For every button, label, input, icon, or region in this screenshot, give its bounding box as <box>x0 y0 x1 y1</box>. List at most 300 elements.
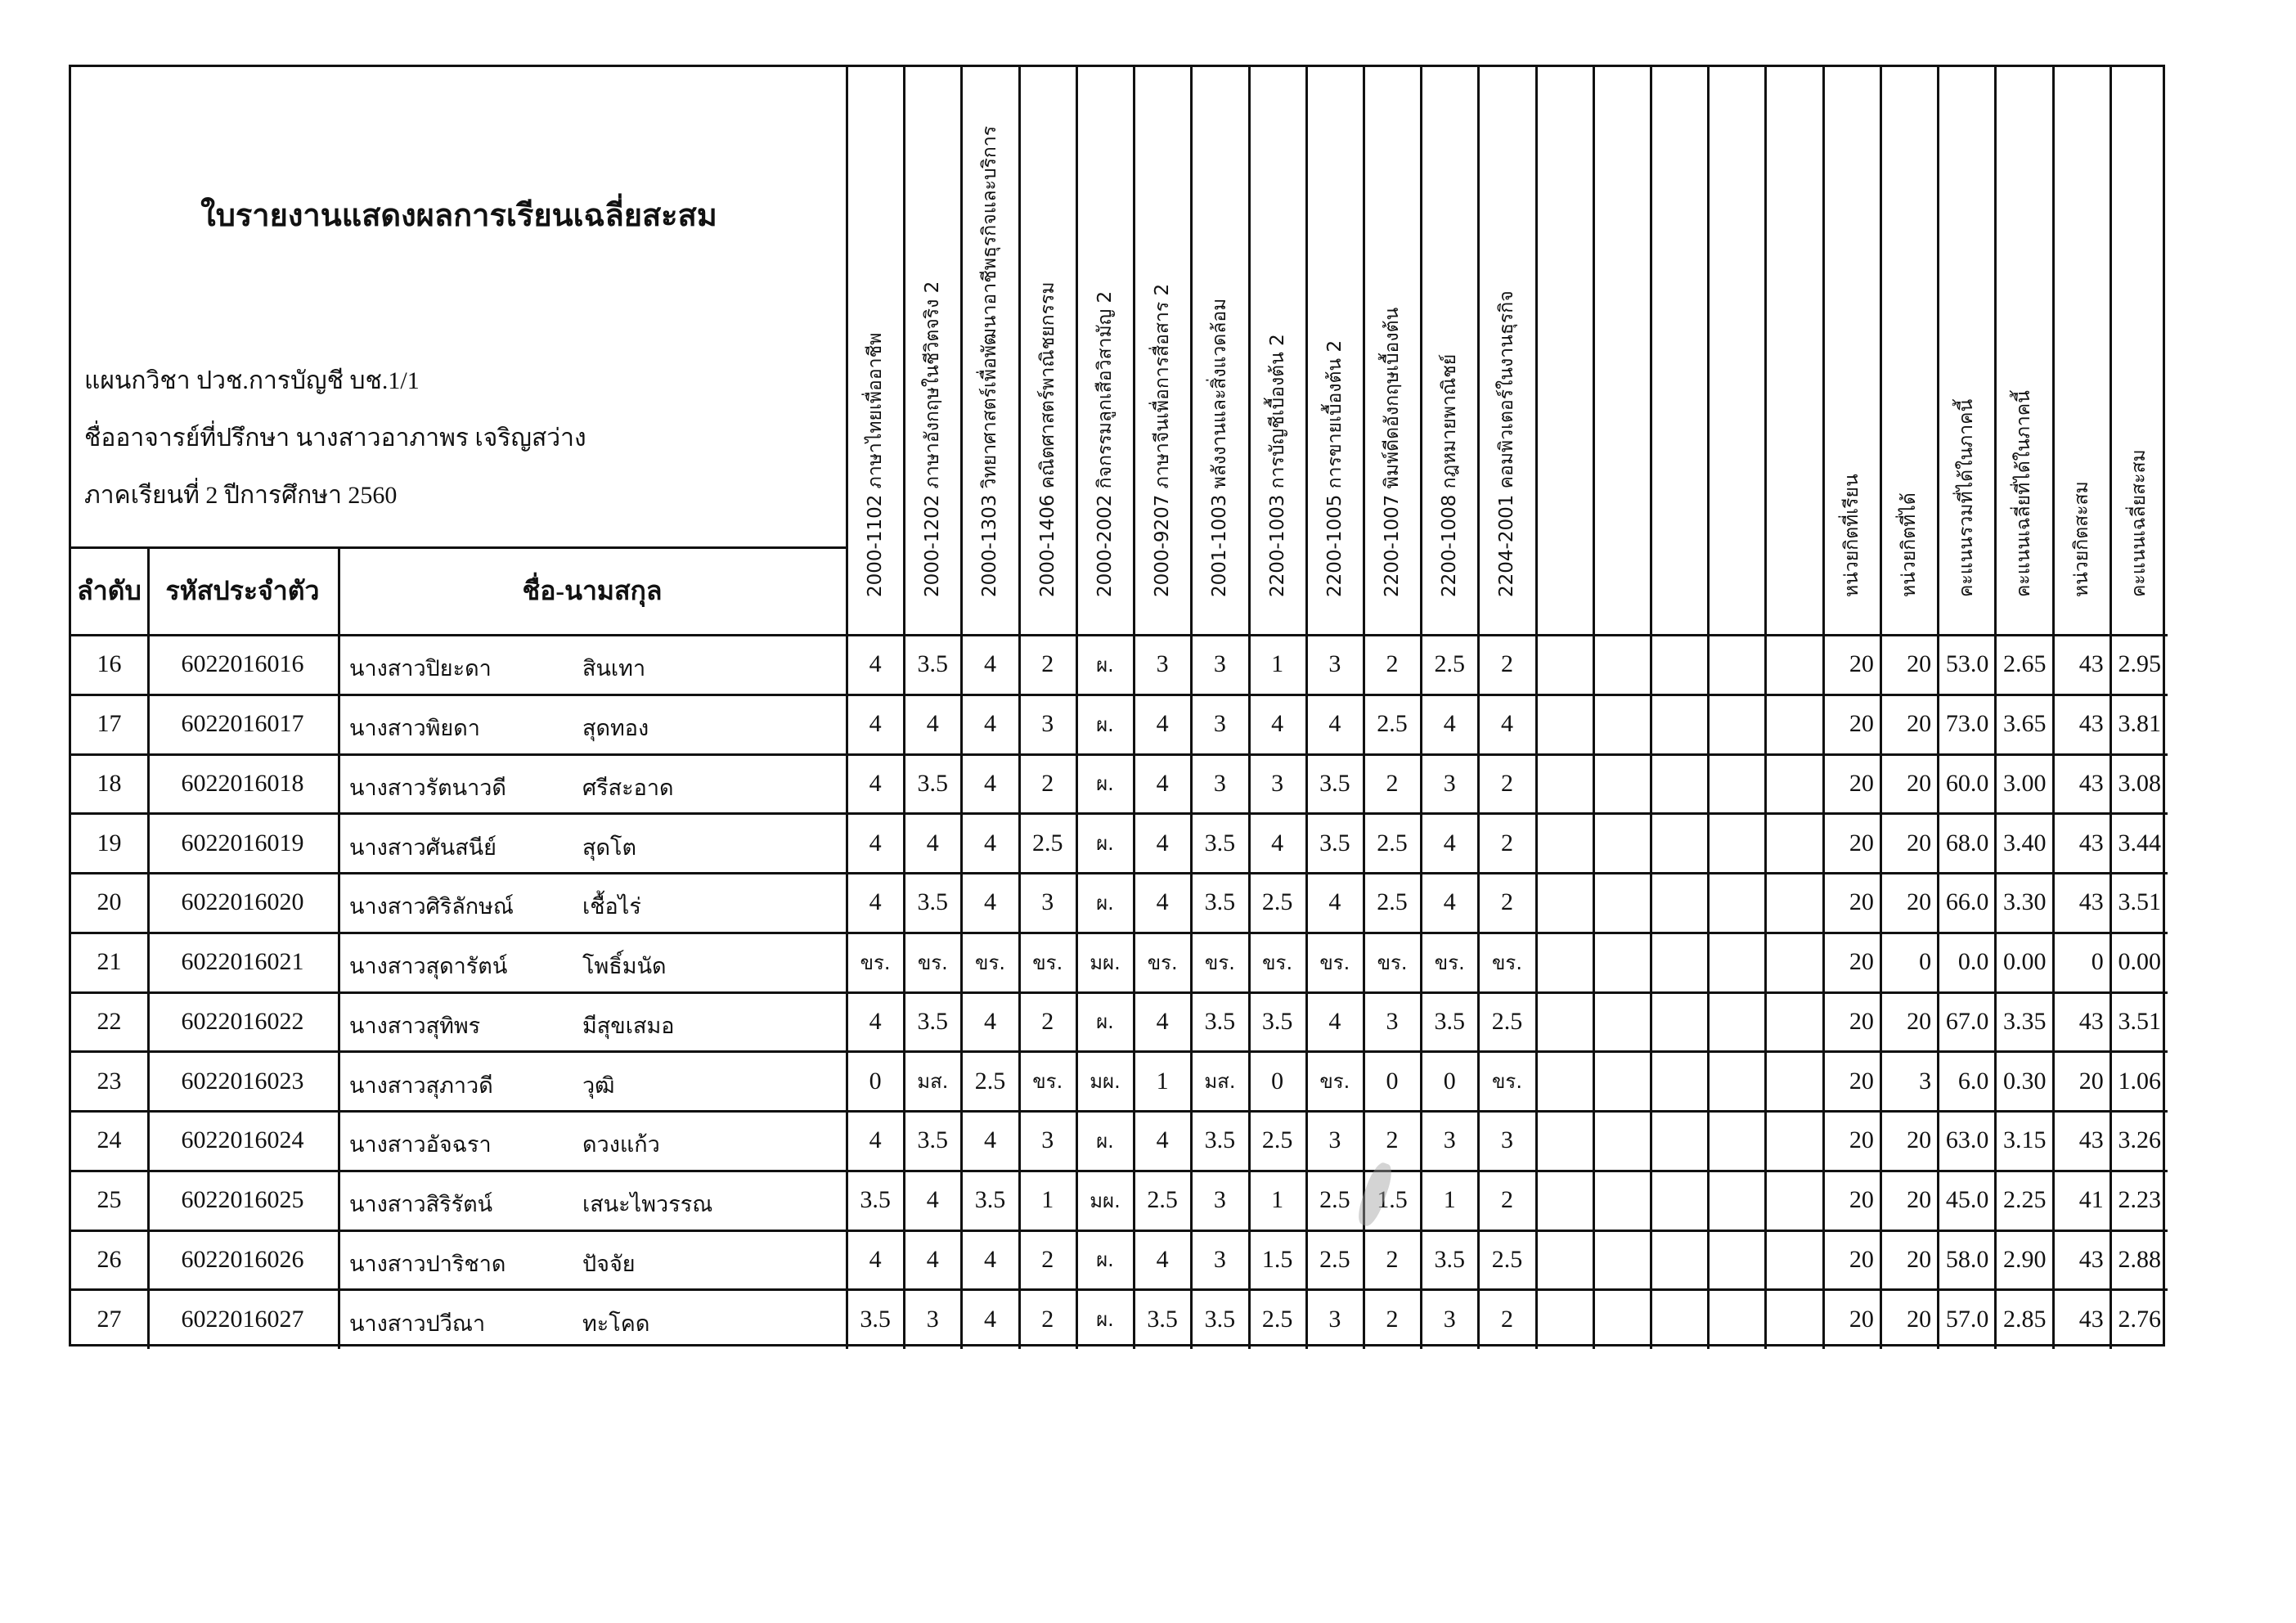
grade-cell <box>1536 1111 1593 1171</box>
grade-cell: 2.5 <box>1319 1245 1350 1273</box>
grade-cell <box>1765 754 1822 814</box>
grade-cell <box>1651 1111 1708 1171</box>
grade-cell: 0 <box>869 1067 882 1095</box>
grade-cell <box>1536 1230 1593 1290</box>
grade-cell: ผ. <box>1096 713 1114 736</box>
summary-cell: 2.88 <box>2118 1245 2161 1273</box>
grade-cell <box>1536 635 1593 695</box>
row-name <box>338 754 847 814</box>
grade-cell: ขร. <box>1204 951 1235 974</box>
summary-cell: 20 <box>1849 829 1874 856</box>
grade-cell <box>1536 1171 1593 1230</box>
grade-cell: 4 <box>984 650 997 678</box>
grade-cell: 3 <box>1156 650 1169 678</box>
grade-cell: 3 <box>1328 1126 1341 1154</box>
grade-cell <box>1593 1111 1651 1171</box>
grade-cell: 4 <box>926 1245 939 1273</box>
grade-cell: 4 <box>1156 1007 1169 1035</box>
grade-cell: 3.5 <box>974 1186 1006 1214</box>
column-header-label: 2200-1007 พิมพ์ดีดอังกฤษเบื้องต้น <box>1381 307 1403 597</box>
grade-cell: 3.5 <box>1204 829 1236 856</box>
grade-cell: 4 <box>869 1007 882 1035</box>
grade-cell <box>1651 635 1708 695</box>
column-header-label: คะแนนเฉลี่ยสะสม <box>2128 449 2150 597</box>
grade-cell: ขร. <box>1147 951 1178 974</box>
summary-cell: 2.65 <box>2003 650 2047 678</box>
column-header-label: คะแนนเฉลี่ยที่ได้ในภาคนี้ <box>2013 390 2035 597</box>
grade-cell: 4 <box>1328 888 1341 916</box>
grade-cell: 3 <box>1213 769 1226 797</box>
grade-cell <box>1708 1051 1765 1111</box>
grade-cell <box>1708 992 1765 1052</box>
grade-cell: 3 <box>1271 769 1284 797</box>
grade-cell <box>1708 1289 1765 1349</box>
grade-cell: 2.5 <box>1031 829 1063 856</box>
summary-cell: 20 <box>1849 1245 1874 1273</box>
summary-cell: 20 <box>1849 888 1874 916</box>
grade-cell <box>1536 933 1593 992</box>
grade-cell <box>1536 1289 1593 1349</box>
column-header-label: หน่วยกิตที่เรียน <box>1840 474 1862 597</box>
grade-cell: 3.5 <box>1319 769 1350 797</box>
grade-cell: 4 <box>1500 710 1513 738</box>
summary-cell: 3.44 <box>2118 829 2161 856</box>
grade-cell: ขร. <box>1319 1070 1350 1094</box>
summary-cell: 20 <box>1907 769 1932 797</box>
grade-cell: 4 <box>926 829 939 856</box>
grade-cell: 4 <box>1156 1126 1169 1154</box>
summary-cell: 57.0 <box>1945 1305 1989 1333</box>
summary-cell: 3.00 <box>2003 769 2047 797</box>
last-name: สินเทา <box>582 656 646 682</box>
grade-cell: มส. <box>1204 1070 1236 1094</box>
grade-cell: มผ. <box>1090 1189 1121 1212</box>
term-line: ภาคเรียนที่ 2 ปีการศึกษา 2560 <box>84 482 398 509</box>
grade-cell <box>1536 873 1593 933</box>
row-order: 18 <box>97 769 122 797</box>
grade-cell: 3.5 <box>1261 1007 1293 1035</box>
row-order: 25 <box>97 1186 122 1214</box>
grade-cell: ขร. <box>1032 951 1063 974</box>
grade-cell <box>1708 635 1765 695</box>
summary-cell: 73.0 <box>1945 710 1989 738</box>
grade-cell <box>1708 813 1765 873</box>
grade-cell: 3 <box>1041 1126 1054 1154</box>
summary-cell: 3.65 <box>2003 710 2047 738</box>
grade-cell: 3.5 <box>1147 1305 1178 1333</box>
summary-cell: 3.51 <box>2118 888 2161 916</box>
row-student-id: 6022016018 <box>181 769 304 797</box>
grade-cell: 2 <box>1041 1305 1054 1333</box>
grade-cell <box>1765 635 1822 695</box>
grade-cell: 3.5 <box>1434 1007 1466 1035</box>
grade-cell: 3 <box>1443 1305 1456 1333</box>
grade-cell: 4 <box>984 829 997 856</box>
summary-cell: 3.08 <box>2118 769 2161 797</box>
grade-cell: 0 <box>1271 1067 1284 1095</box>
summary-cell: 3.40 <box>2003 829 2047 856</box>
grade-cell <box>1765 1171 1822 1230</box>
row-order: 23 <box>97 1067 122 1095</box>
grade-cell: 2.5 <box>1319 1186 1350 1214</box>
grade-cell: 2.5 <box>1261 1305 1293 1333</box>
subject-header <box>961 67 1018 635</box>
grade-cell: 3 <box>1213 1245 1226 1273</box>
grade-cell <box>1708 933 1765 992</box>
summary-cell: 0.00 <box>2003 948 2047 976</box>
grade-cell: 2 <box>1041 1007 1054 1035</box>
summary-cell: 3.51 <box>2118 1007 2161 1035</box>
first-name: นางสาวสิริรัตน์ <box>349 1192 493 1218</box>
grade-cell: 4 <box>984 710 997 738</box>
grade-cell: 2.5 <box>1377 710 1408 738</box>
grade-cell: ขร. <box>1434 951 1465 974</box>
grade-cell: 3 <box>1443 769 1456 797</box>
grade-cell: 2.5 <box>1147 1186 1178 1214</box>
grade-cell: 2 <box>1386 1126 1399 1154</box>
summary-header <box>2110 67 2168 635</box>
grade-cell: 4 <box>984 1245 997 1273</box>
summary-cell: 2.25 <box>2003 1186 2047 1214</box>
row-name <box>338 813 847 873</box>
grade-cell: 2.5 <box>974 1067 1006 1095</box>
summary-cell: 63.0 <box>1945 1126 1989 1154</box>
subject-header <box>1134 67 1191 635</box>
grade-cell: 2.5 <box>1491 1245 1523 1273</box>
summary-cell: 58.0 <box>1945 1245 1989 1273</box>
grade-cell: 2.5 <box>1377 888 1408 916</box>
summary-cell: 3.81 <box>2118 710 2161 738</box>
grade-cell: 3.5 <box>917 1126 949 1154</box>
grade-cell: 3 <box>1213 1186 1226 1214</box>
grade-cell: 1 <box>1271 1186 1284 1214</box>
grade-cell <box>1708 754 1765 814</box>
summary-cell: 20 <box>1849 710 1874 738</box>
grade-cell: 4 <box>869 769 882 797</box>
grade-cell <box>1651 1230 1708 1290</box>
summary-cell: 45.0 <box>1945 1186 1989 1214</box>
subject-header <box>1076 67 1134 635</box>
row-order: 17 <box>97 710 122 738</box>
summary-header <box>1995 67 2052 635</box>
grade-cell <box>1593 1171 1651 1230</box>
grade-cell <box>1765 933 1822 992</box>
grade-cell: 2 <box>1386 1245 1399 1273</box>
first-name: นางสาวศันสนีย์ <box>349 834 496 861</box>
grade-cell <box>1765 1111 1822 1171</box>
column-header-label: 2001-1003 พลังงานและสิ่งแวดล้อม <box>1209 298 1231 597</box>
grade-cell: 1 <box>1156 1067 1169 1095</box>
grade-cell: ผ. <box>1096 1308 1114 1332</box>
grade-cell: 2 <box>1500 769 1513 797</box>
summary-cell: 20 <box>1907 888 1932 916</box>
last-name: ทะโคด <box>582 1311 650 1337</box>
summary-cell: 2.23 <box>2118 1186 2161 1214</box>
grade-cell: 1 <box>1443 1186 1456 1214</box>
summary-cell: 60.0 <box>1945 769 1989 797</box>
summary-cell: 43 <box>2078 829 2104 856</box>
grade-cell: 4 <box>1443 888 1456 916</box>
summary-cell: 0.00 <box>2118 948 2161 976</box>
summary-cell: 43 <box>2078 1126 2104 1154</box>
row-name <box>338 1051 847 1111</box>
grade-cell: 2 <box>1041 650 1054 678</box>
last-name: เสนะไพวรรณ <box>582 1192 713 1218</box>
column-header-label: 2200-1008 กฎหมายพาณิชย์ <box>1439 353 1461 597</box>
subject-header <box>1249 67 1306 635</box>
last-name: ปัจจัย <box>582 1251 636 1277</box>
summary-cell: 1.06 <box>2118 1067 2161 1095</box>
grade-cell: 1.5 <box>1377 1186 1408 1214</box>
summary-cell: 20 <box>1907 829 1932 856</box>
summary-cell: 20 <box>1849 1126 1874 1154</box>
grade-cell <box>1536 813 1593 873</box>
grade-cell <box>1536 992 1593 1052</box>
grade-cell: 3 <box>1443 1126 1456 1154</box>
summary-cell: 43 <box>2078 1305 2104 1333</box>
summary-cell: 2.95 <box>2118 650 2161 678</box>
grade-cell: 3.5 <box>860 1186 891 1214</box>
summary-cell: 20 <box>1907 650 1932 678</box>
summary-cell: 67.0 <box>1945 1007 1989 1035</box>
grade-cell <box>1765 992 1822 1052</box>
grade-cell: 2 <box>1386 1305 1399 1333</box>
subject-header <box>1478 67 1535 635</box>
grade-cell <box>1536 754 1593 814</box>
grade-cell: 4 <box>1271 710 1284 738</box>
grade-cell: 4 <box>869 1126 882 1154</box>
subject-header <box>1765 67 1822 635</box>
grade-cell: 3.5 <box>917 769 949 797</box>
subject-header <box>1306 67 1364 635</box>
grade-cell <box>1593 1051 1651 1111</box>
row-order: 19 <box>97 829 122 856</box>
summary-cell: 0.30 <box>2003 1067 2047 1095</box>
row-student-id: 6022016023 <box>181 1067 304 1095</box>
grade-cell: 4 <box>926 710 939 738</box>
summary-cell: 43 <box>2078 1245 2104 1273</box>
grade-cell <box>1765 695 1822 754</box>
row-order: 27 <box>97 1305 122 1333</box>
summary-cell: 20 <box>1849 769 1874 797</box>
summary-cell: 3.15 <box>2003 1126 2047 1154</box>
summary-cell: 43 <box>2078 1007 2104 1035</box>
grade-cell: ผ. <box>1096 1129 1114 1153</box>
grade-cell: 2.5 <box>1261 888 1293 916</box>
subject-header <box>1364 67 1421 635</box>
summary-header <box>1823 67 1880 635</box>
grade-report-table <box>69 65 2165 1347</box>
subject-header <box>1191 67 1248 635</box>
grade-cell: 3 <box>1213 710 1226 738</box>
summary-cell: 20 <box>1849 1007 1874 1035</box>
grade-cell: 0 <box>1443 1067 1456 1095</box>
grade-cell <box>1651 695 1708 754</box>
column-header-label: หน่วยกิตที่ได้ <box>1898 492 1920 597</box>
grade-cell: 2 <box>1500 1186 1513 1214</box>
grade-cell: 4 <box>984 1126 997 1154</box>
grade-cell <box>1651 1289 1708 1349</box>
grade-cell: 2 <box>1041 769 1054 797</box>
row-student-id: 6022016020 <box>181 888 304 916</box>
grade-cell: ขร. <box>1032 1070 1063 1094</box>
grade-cell <box>1651 873 1708 933</box>
grade-cell: 4 <box>1156 710 1169 738</box>
report-title: ใบรายงานแสดงผลการเรียนเฉลี่ยสะสม <box>200 199 717 233</box>
first-name: นางสาวปิยะดา <box>349 656 492 682</box>
summary-cell: 66.0 <box>1945 888 1989 916</box>
row-name <box>338 1111 847 1171</box>
department-line: แผนกวิชา ปวช.การบัญชี บช.1/1 <box>84 367 420 394</box>
summary-cell: 2.90 <box>2003 1245 2047 1273</box>
grade-cell <box>1651 992 1708 1052</box>
grade-cell <box>1593 1230 1651 1290</box>
grade-cell <box>1593 754 1651 814</box>
grade-cell <box>1708 873 1765 933</box>
row-order: 20 <box>97 888 122 916</box>
last-name: สุดทอง <box>582 716 649 742</box>
grade-cell: 1.5 <box>1261 1245 1293 1273</box>
subject-header <box>1708 67 1765 635</box>
grade-cell: ขร. <box>1262 951 1293 974</box>
grade-cell <box>1593 695 1651 754</box>
header-student-id: รหัสประจำตัว <box>165 575 320 605</box>
grade-cell: 3 <box>1328 1305 1341 1333</box>
grade-cell: 4 <box>1443 710 1456 738</box>
grade-cell: ขร. <box>975 951 1005 974</box>
subject-header <box>1421 67 1478 635</box>
grade-cell: 3 <box>1213 650 1226 678</box>
summary-cell: 0.0 <box>1957 948 1989 976</box>
row-student-id: 6022016016 <box>181 650 304 678</box>
grade-cell: 3.5 <box>1319 829 1350 856</box>
grade-cell: ผ. <box>1096 891 1114 915</box>
last-name: ศรีสะอาด <box>582 775 674 801</box>
first-name: นางสาวปวีณา <box>349 1311 486 1337</box>
grade-cell: 2 <box>1386 650 1399 678</box>
summary-header <box>1938 67 1995 635</box>
grade-cell: 2 <box>1386 769 1399 797</box>
row-name <box>338 1171 847 1230</box>
grade-cell: 3.5 <box>917 650 949 678</box>
column-header-label: 2200-1003 การบัญชีเบื้องต้น 2 <box>1266 334 1288 597</box>
summary-cell: 20 <box>1907 1245 1932 1273</box>
grade-cell: 4 <box>926 1186 939 1214</box>
grade-cell: 4 <box>1156 888 1169 916</box>
grade-cell: มผ. <box>1090 951 1121 974</box>
grade-cell: 2.5 <box>1491 1007 1523 1035</box>
grade-cell: 4 <box>984 769 997 797</box>
grade-cell <box>1708 1230 1765 1290</box>
grade-cell <box>1708 1171 1765 1230</box>
grade-cell: 4 <box>984 1007 997 1035</box>
summary-cell: 6.0 <box>1957 1067 1989 1095</box>
grade-cell: 4 <box>869 829 882 856</box>
row-student-id: 6022016024 <box>181 1126 304 1154</box>
row-name <box>338 635 847 695</box>
summary-cell: 3.26 <box>2118 1126 2161 1154</box>
grade-cell: 4 <box>1328 1007 1341 1035</box>
grade-cell: 3.5 <box>860 1305 891 1333</box>
grade-cell: 3.5 <box>1204 1007 1236 1035</box>
summary-cell: 20 <box>1907 1007 1932 1035</box>
row-name <box>338 992 847 1052</box>
grade-cell: 4 <box>984 1305 997 1333</box>
row-student-id: 6022016022 <box>181 1007 304 1035</box>
summary-cell: 53.0 <box>1945 650 1989 678</box>
grade-cell: 3.5 <box>917 888 949 916</box>
grade-cell: 1 <box>1271 650 1284 678</box>
row-student-id: 6022016021 <box>181 948 304 976</box>
row-order: 16 <box>97 650 122 678</box>
grade-cell: ขร. <box>1319 951 1350 974</box>
grade-cell <box>1765 1230 1822 1290</box>
grade-cell: 2.5 <box>1377 829 1408 856</box>
column-header-label: 2000-1303 วิทยาศาสตร์เพื่อพัฒนาอาชีพธุรกิจและบริการ <box>979 125 1001 597</box>
first-name: นางสาวอัจฉรา <box>349 1132 492 1158</box>
column-header-label: 2000-1202 ภาษาอังกฤษในชีวิตจริง 2 <box>922 281 944 597</box>
first-name: นางสาวศิริลักษณ์ <box>349 894 514 920</box>
grade-cell <box>1651 1171 1708 1230</box>
summary-cell: 20 <box>1849 1067 1874 1095</box>
grade-cell: 4 <box>1328 710 1341 738</box>
summary-cell: 20 <box>2078 1067 2104 1095</box>
row-student-id: 6022016026 <box>181 1245 304 1273</box>
grade-cell: 0 <box>1386 1067 1399 1095</box>
grade-cell: 2 <box>1041 1245 1054 1273</box>
grade-cell: 2.5 <box>1434 650 1466 678</box>
row-student-id: 6022016017 <box>181 710 304 738</box>
divider <box>71 546 847 549</box>
first-name: นางสาวรัตนาวดี <box>349 775 506 801</box>
summary-cell: 2.85 <box>2003 1305 2047 1333</box>
summary-cell: 0 <box>1919 948 1932 976</box>
subject-header <box>1593 67 1651 635</box>
summary-cell: 43 <box>2078 710 2104 738</box>
summary-cell: 20 <box>1907 1186 1932 1214</box>
summary-cell: 43 <box>2078 650 2104 678</box>
grade-cell: 2 <box>1500 650 1513 678</box>
column-header-label: คะแนนรวมที่ได้ในภาคนี้ <box>1956 398 1978 597</box>
grade-cell: 4 <box>1443 829 1456 856</box>
summary-cell: 20 <box>1849 948 1874 976</box>
last-name: สุดโต <box>582 834 637 861</box>
first-name: นางสาวสุดารัตน์ <box>349 954 508 980</box>
summary-cell: 20 <box>1907 710 1932 738</box>
summary-cell: 20 <box>1849 1186 1874 1214</box>
last-name: ดวงแก้ว <box>582 1132 660 1158</box>
grade-cell: 3 <box>1500 1126 1513 1154</box>
grade-cell: 4 <box>1156 769 1169 797</box>
grade-cell: ขร. <box>1492 1070 1522 1094</box>
grade-cell: 3.5 <box>1434 1245 1466 1273</box>
summary-cell: 3.35 <box>2003 1007 2047 1035</box>
summary-cell: 20 <box>1907 1126 1932 1154</box>
column-header-label: 2000-9207 ภาษาจีนเพื่อการสื่อสาร 2 <box>1152 283 1174 597</box>
grade-cell: 3.5 <box>1204 1305 1236 1333</box>
grade-cell: ขร. <box>1492 951 1522 974</box>
first-name: นางสาวสุภาวดี <box>349 1072 493 1099</box>
column-header-label: 2000-1102 ภาษาไทยเพื่ออาชีพ <box>865 332 886 597</box>
row-student-id: 6022016019 <box>181 829 304 856</box>
grade-cell <box>1651 813 1708 873</box>
grade-cell: 3 <box>1328 650 1341 678</box>
summary-cell: 0 <box>2091 948 2104 976</box>
row-name <box>338 1230 847 1290</box>
grade-cell <box>1593 635 1651 695</box>
grade-cell <box>1708 1111 1765 1171</box>
subject-header <box>1019 67 1076 635</box>
